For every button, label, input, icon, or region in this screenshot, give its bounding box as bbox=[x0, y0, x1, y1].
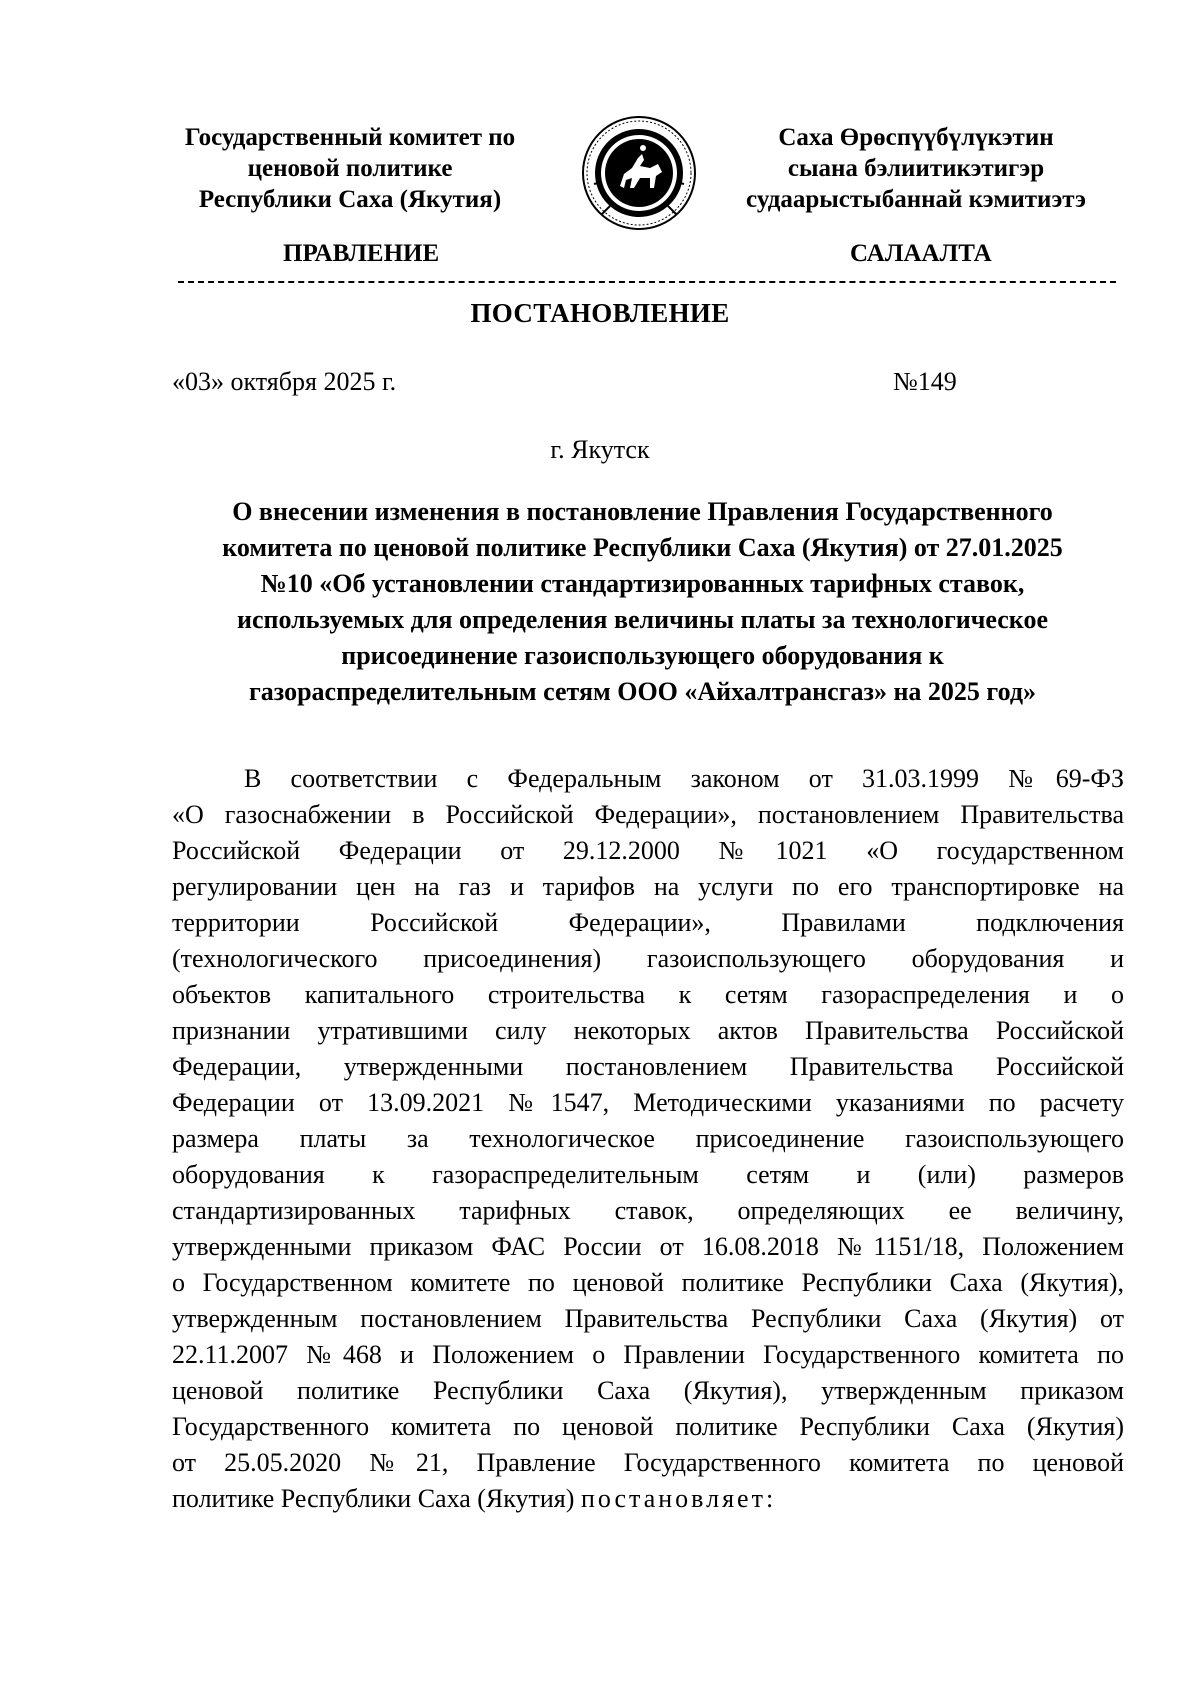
body-line: 22.11.2007 №468 и Положением о Правлении Государственного комитета по bbox=[172, 1340, 1124, 1369]
body-line: утвержденными приказом ФАС России от 16.08.2018 №1151/18, Положением bbox=[172, 1232, 1124, 1261]
org-name-russian: Государственный комитет по ценовой политике Республики Саха (Якутия) bbox=[184, 124, 516, 213]
body-line: Федерации, утвержденными постановлением Правительства Российской bbox=[172, 1052, 1124, 1081]
body-last-text: политике Республики Саха (Якутия) bbox=[172, 1484, 575, 1513]
document-title: О внесении изменения в постановление Правления Государственного комитета по ценовой политике Республики Саха (Якутия) от 27.01.2025 №10 «Об установлении стандартизированных тарифных ставок, используемых для определения величины платы за технологическое присоединение газоиспользующего оборудования к газораспределительным сетям ООО «Айхалтрансгаз» на 2025 год» bbox=[222, 497, 1063, 706]
body-line: ценовой политике Республики Саха (Якутия), утвержденным приказом bbox=[172, 1376, 1124, 1405]
board-label-russian: ПРАВЛЕНИЕ bbox=[283, 240, 440, 267]
body-line: территории Российской Федерации», Правилами подключения bbox=[172, 908, 1124, 937]
document-body bbox=[172, 761, 1124, 1517]
board-label-yakut: САЛААЛТА bbox=[850, 240, 992, 267]
body-line: стандартизированных тарифных ставок, определяющих ее величину, bbox=[172, 1196, 1124, 1225]
body-line: (технологического присоединения) газоиспользующего оборудования и bbox=[172, 944, 1124, 973]
org-name-yakut: Саха Өрөспүүбүлүкэтин сыана бэлиитикэтигэр судаарыстыбаннай кэмитиэтэ bbox=[746, 124, 1086, 213]
body-line: от 25.05.2020 №21, Правление Государственного комитета по ценовой bbox=[172, 1448, 1124, 1477]
body-line: объектов капитального строительства к сетям газораспределения и о bbox=[172, 980, 1124, 1009]
body-line: утвержденным постановлением Правительства Республики Саха (Якутия) от bbox=[172, 1304, 1124, 1333]
document-type: ПОСТАНОВЛЕНИЕ bbox=[470, 298, 730, 328]
document-city: г. Якутск bbox=[550, 435, 650, 464]
body-line-last bbox=[172, 1481, 1124, 1517]
document-date: «03» октября 2025 г. bbox=[172, 367, 397, 396]
body-line: Российской Федерации от 29.12.2000 №1021 «О государственном bbox=[172, 836, 1124, 865]
body-line: Федерации от 13.09.2021 №1547, Методическими указаниями по расчету bbox=[172, 1088, 1124, 1117]
body-line: о Государственном комитете по ценовой политике Республики Саха (Якутия), bbox=[172, 1268, 1124, 1297]
body-line: признании утратившими силу некоторых актов Правительства Российской bbox=[172, 1016, 1124, 1045]
document-number: №149 bbox=[893, 367, 957, 396]
resolves-word: постановляет: bbox=[580, 1484, 777, 1513]
header-divider bbox=[178, 281, 1116, 283]
body-line: «О газоснабжении в Российской Федерации», постановлением Правительства bbox=[172, 800, 1124, 829]
body-line: В соответствии с Федеральным законом от 31.03.1999 №69-ФЗ bbox=[244, 764, 1124, 793]
body-line: Государственного комитета по ценовой политике Республики Саха (Якутия) bbox=[172, 1412, 1124, 1441]
body-line: регулировании цен на газ и тарифов на услуги по его транспортировке на bbox=[172, 872, 1124, 901]
body-line: размера платы за технологическое присоединение газоиспользующего bbox=[172, 1124, 1124, 1153]
body-line: оборудования к газораспределительным сетям и (или) размеров bbox=[172, 1160, 1124, 1189]
coat-of-arms-emblem-icon bbox=[580, 114, 698, 232]
